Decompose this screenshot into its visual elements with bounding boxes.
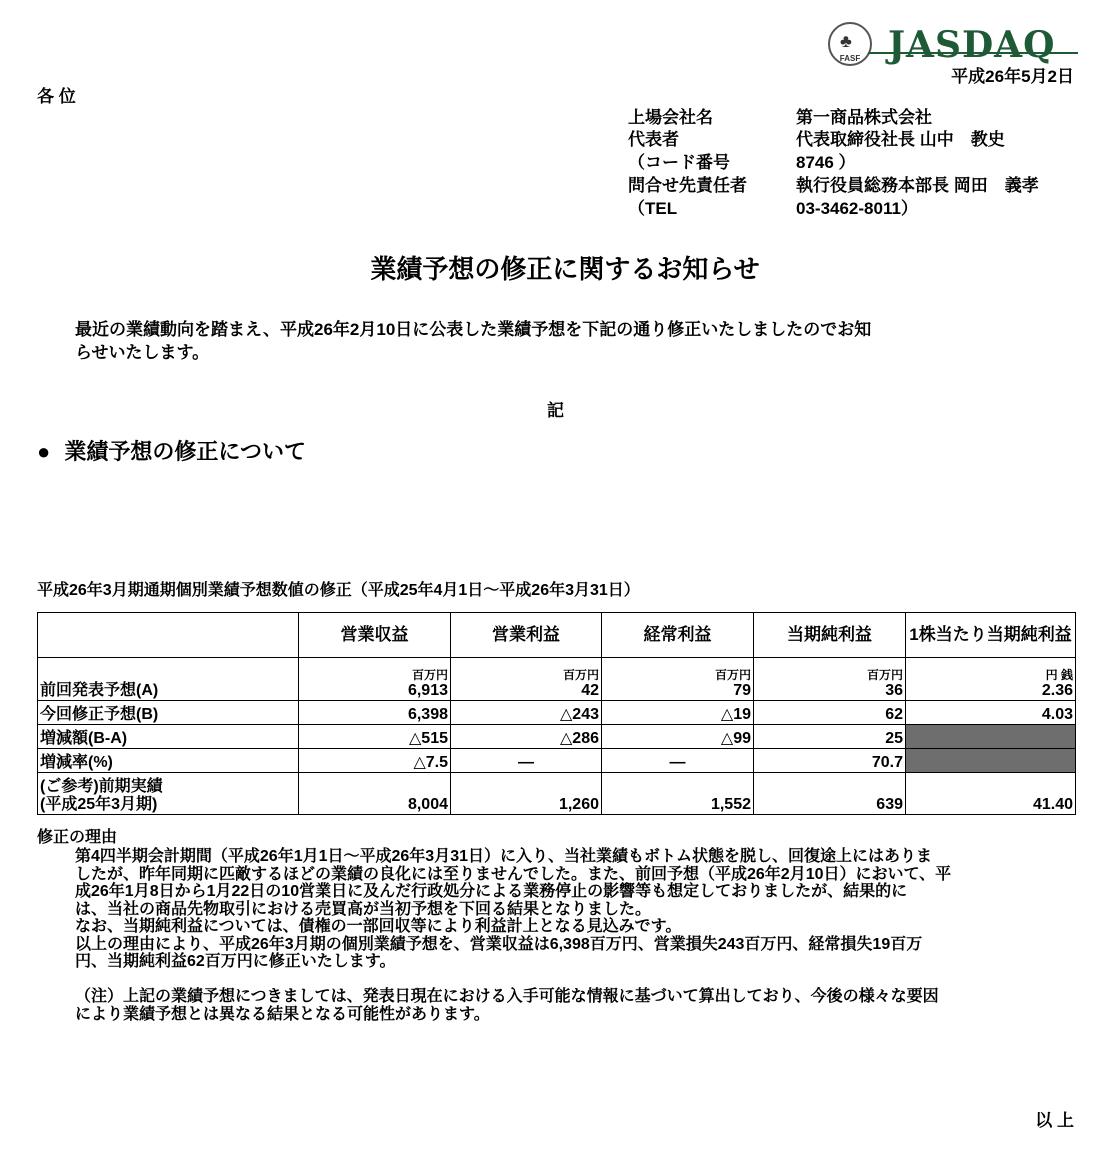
info-value: 第一商品株式会社 [796, 108, 932, 127]
unit-label: 百万円 [866, 668, 903, 682]
row-label: 前回発表予想(A) [38, 658, 299, 701]
forecast-table [37, 612, 1076, 815]
table-row: 今回修正予想(B) 6,398 △243 △19 62 4.03 [38, 701, 1076, 725]
info-value: 執行役員総務本部長 岡田 義孝 [796, 176, 1039, 195]
reason-line: 以上の理由により、平成26年3月期の個別業績予想を、営業収益は6,398百万円、営業損失243百万円、経常損失19百万 [75, 935, 923, 953]
addressee: 各 位 [37, 87, 76, 106]
unit-label: 百万円 [411, 668, 448, 682]
closing: 以 上 [1035, 1111, 1074, 1130]
table-row: (ご参考)前期実績 (平成25年3月期) 8,004 1,260 1,552 639 41.40 [38, 773, 1076, 815]
reason-line: なお、当期純利益については、債権の一部回収等により利益計上となる見込みです。 [75, 918, 682, 935]
table-row: 増減額(B-A) △515 △286 △99 25 [38, 725, 1076, 749]
note-line: （注）上記の業績予想につきましては、発表日現在における入手可能な情報に基づいて算出しており、今後の様々な要因 [75, 988, 939, 1005]
reason-body [75, 848, 951, 1023]
info-label: （TEL [628, 199, 678, 218]
document-date: 平成26年5月2日 [951, 67, 1074, 86]
note-line: により業績予想とは異なる結果となる可能性があります。 [75, 1005, 490, 1023]
info-value: 03-3462-8011） [796, 199, 918, 218]
intro-line: らせいたします。 [75, 343, 210, 362]
page-title: 業績予想の修正に関するお知らせ [370, 254, 760, 284]
bullet-icon: ● [37, 439, 51, 464]
info-value: 8746 ） [796, 153, 856, 172]
row-label: 増減率(%) [38, 749, 299, 773]
jasdaq-logo [828, 22, 1078, 68]
row-label: 増減額(B-A) [38, 725, 299, 749]
reason-line: 第4四半期会計期間（平成26年1月1日～平成26年3月31日）に入り、当社業績もボトム状態を脱し、回復途上にはありま [75, 848, 932, 865]
reason-line: は、当社の商品先物取引における売買高が当初予想を下回る結果となりました。 [75, 900, 652, 918]
unit-label: 百万円 [714, 668, 751, 682]
table-caption: 平成26年3月期通期個別業績予想数値の修正（平成25年4月1日～平成26年3月31日） [37, 582, 640, 599]
shaded-cell [906, 725, 1076, 749]
col-header: 営業利益 [451, 613, 602, 658]
col-header: 経常利益 [602, 613, 754, 658]
table-row: 前回発表予想(A) 百万円 6,913 百万円 42 百万円 79 百万円 36 円 銭 2.36 [38, 658, 1076, 701]
unit-label: 百万円 [562, 668, 599, 682]
info-label: 代表者 [628, 130, 679, 149]
row-label: (ご参考)前期実績 (平成25年3月期) [38, 773, 299, 815]
row-label: 今回修正予想(B) [38, 701, 299, 725]
reason-line: 円、当期純利益62百万円に修正いたします。 [75, 953, 396, 970]
section-heading: ● 業績予想の修正について [37, 439, 306, 464]
col-header: 営業収益 [299, 613, 451, 658]
shaded-cell [906, 749, 1076, 773]
info-label: （コード番号 [628, 153, 730, 172]
reason-line: 成26年1月8日から1月22日の10営業日に及んだ行政処分による業務停止の影響等も想定しておりましたが、結果的に [75, 883, 908, 900]
fasf-seal: ♣ FASF [828, 22, 872, 66]
reason-heading: 修正の理由 [37, 829, 118, 846]
unit-label: 円 銭 [1045, 668, 1073, 682]
reason-line: したが、昨年同期に匹敵するほどの業績の良化には至りませんでした。また、前回予想（平成26年2月10日）において、平 [75, 865, 952, 883]
ki-mark: 記 [547, 401, 564, 420]
table-header-row [38, 613, 1076, 658]
col-header: 1株当たり当期純利益 [906, 613, 1076, 658]
intro-line: 最近の業績動向を踏まえ、平成26年2月10日に公表した業績予想を下記の通り修正いたしましたのでお知 [75, 320, 872, 339]
info-label: 問合せ先責任者 [628, 176, 747, 195]
col-header: 当期純利益 [754, 613, 906, 658]
table-row: 増減率(%) △7.5 — — 70.7 [38, 749, 1076, 773]
info-label: 上場会社名 [628, 108, 713, 127]
jasdaq-wordmark: JASDAQ [888, 24, 1056, 66]
info-value: 代表取締役社長 山中 教史 [796, 130, 1005, 149]
